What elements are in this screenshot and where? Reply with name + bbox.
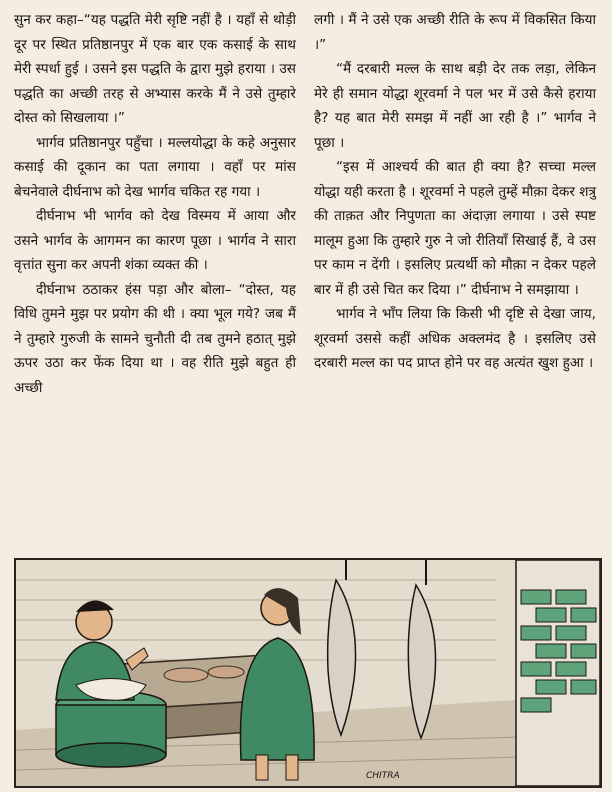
paragraph: दीर्घनाभ भी भार्गव को देख विस्मय में आया और उसने भार्गव के आगमन का कारण पूछा । भार्गव ने सारा वृत्तांत सुना कर अपनी शंका व्यक्त की । [14, 208, 296, 273]
paragraph: “मैं दरबारी मल्ल के साथ बड़ी देर तक लड़ा, लेकिन मेरे ही समान योद्धा शूरवर्मा ने पल भर में उसे कैसे हराया है? यह बात मेरी समझ में नहीं आ रही है ।” भार्गव ने पूछा । [314, 61, 596, 151]
right-text-column [314, 8, 596, 376]
paragraph: “इस में आश्चर्य की बात ही क्या है? सच्चा मल्ल योद्धा यही करता है । शूरवर्मा ने पहले तुम्हें मौक़ा देकर शत्रु की ताक़त और निपुणता का अंदाज़ा लगाया । उसे स्पष्ट मालूम हुआ कि तुम्हारे गुरु ने जो रीतियाँ सिखाई हैं, वे उस पर काम न देंगी । इसलिए प्रत्यर्थी को मौक़ा न देकर पहले बार में ही उसे चित कर दिया ।” दीर्घनाभ ने समझाया । [314, 159, 596, 298]
paragraph: भार्गव ने भाँप लिया कि किसी भी दृष्टि से देखा जाय, शूरवर्मा उससे कहीं अधिक अक्लमंद है । इसलिए उसे दरबारी मल्ल का पद प्राप्त होने पर वह अत्यंत खुश हुआ । [314, 306, 596, 371]
paragraph: भार्गव प्रतिष्ठानपुर पहुँचा । मल्लयोद्धा के कहे अनुसार कसाई की दूकान का पता लगाया । वहाँ पर मांस बेचनेवाले दीर्घनाभ को देख भार्गव चकित रह गया । [14, 134, 296, 200]
illustration-art [16, 560, 600, 786]
butcher-shop-illustration [14, 558, 602, 788]
artist-signature: CHITRA [366, 771, 400, 781]
paragraph: लगी । मैं ने उसे एक अच्छी रीति के रूप में विकसित किया ।” [314, 12, 596, 53]
paragraph: सुन कर कहा–“यह पद्धति मेरी सृष्टि नहीं है । यहाँ से थोड़ी दूर पर स्थित प्रतिष्ठानपुर में एक बार एक कसाई के साथ मेरी स्पर्धा हुई । उसने इस पद्धति के द्वारा मुझे हराया । उस पद्धति का अच्छी तरह से अभ्यास करके मैं ने उसे तुम्हारे दोस्त को सिखलाया ।” [14, 12, 296, 126]
paragraph: दीर्घनाभ ठठाकर हंस पड़ा और बोला– “दोस्त, यह विधि तुमने मुझ पर प्रयोग की थी । क्या भूल गये? जब मैं ने तुम्हारे गुरुजी के सामने चुनौती दी तब तुमने हठात् मुझे ऊपर उठा कर फेंक दिया था । वह रीति मुझे बहुत ही अच्छी [14, 281, 296, 396]
left-text-column [14, 8, 296, 400]
